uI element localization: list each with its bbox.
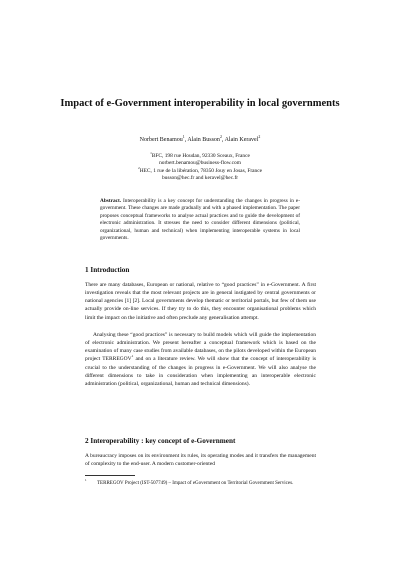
- section-heading: 2 Interoperability : key concept of e-Government: [85, 437, 236, 445]
- affiliation-line: [60, 175, 340, 182]
- footnote-ref: 1: [131, 354, 134, 359]
- affiliation-email: busson@hec.fr and keravel@hec.fr: [161, 175, 239, 182]
- author-separator: ,: [221, 137, 225, 143]
- paper-title: Impact of e-Government interoperability in local governments: [60, 98, 340, 109]
- abstract-text: Interoperability is a key concept for understanding the changes in progress in e-government. These changes are made gradually and with a phased implementation. The paper proposes conceptual frameworks to analyse actual practices and to guide the development of electronic administration. It stresses the need to consider different dimensions (political, organizational, human and technical) when implementing interoperable systems in local governments.: [100, 198, 300, 242]
- affiliation-email: norbert.benamou@business-flow.com: [159, 160, 241, 167]
- affiliation-text: HEC, 1 rue de la libération, 78350 Jouy en Josas, France: [139, 167, 263, 174]
- section-heading: 1 Introduction: [85, 266, 130, 274]
- author-name: Alain Keravel: [224, 137, 259, 143]
- author-separator: ,: [184, 137, 188, 143]
- abstract-label: Abstract.: [100, 198, 122, 204]
- body-paragraph: There are many databases, European or national, relative to “good practices” in e-Government. A first investigation reveals that the most relevant projects are in general instigated by central governments or national agencies [1] [2]. Local governments develop thematic or territorial portals, but few of them use actually provide on-line services. If they try to do this, they encounter organisational problems which limit the impact on the initiative and often preclude any generalisation attempt.: [85, 282, 316, 321]
- abstract: [100, 198, 300, 242]
- author-affiliation-mark: 2: [258, 135, 261, 139]
- footnote-text: TERREGOV Project (IST-507749) – Impact of eGovernment on Territorial Government Services.: [97, 481, 294, 486]
- footnote: $^1$TERREGOV Project (IST-507749) – Impact of eGovernment on Territorial Government Services.: [85, 478, 294, 486]
- author-affiliation-mark: 2: [219, 135, 222, 139]
- paragraph-text: and on a literature review. We will show that the concept of interoperability is crucial to the understanding of the changes in progress in e-Government. We will also analyse the different dimensions to take in consideration when implementing an interoperable electronic administration (political, organizational, human and technical dimensions).: [85, 356, 316, 387]
- body-paragraph: [85, 331, 316, 388]
- author-name: Alain Busson: [187, 137, 220, 143]
- footnote-rule: [85, 475, 135, 476]
- affiliation-mark: 2: [137, 166, 140, 171]
- affiliations: [60, 153, 340, 183]
- affiliation-line: [60, 160, 340, 167]
- author-list: [60, 136, 340, 145]
- affiliation-mark: 1: [150, 151, 152, 156]
- paragraph-text: Analysing these “good practices” is necessary to build models which will guide the implementation of electronic administration. We present hereafter a conceptual framework which is based on the examination of many case studies from available databases, on the pilots developed within the European project TERREGOV: [85, 332, 316, 363]
- affiliation-text: BFC, 198 rue Houdan, 92330 Sceaux, France: [151, 153, 250, 159]
- body-paragraph: A bureaucracy imposes on its environment its rules, its operating modes and it transfers the management of complexity to the end-user. A modern customer-oriented: [85, 453, 316, 468]
- author-affiliation-mark: 1: [182, 135, 185, 139]
- author-name: Norbert Benamou: [139, 137, 183, 143]
